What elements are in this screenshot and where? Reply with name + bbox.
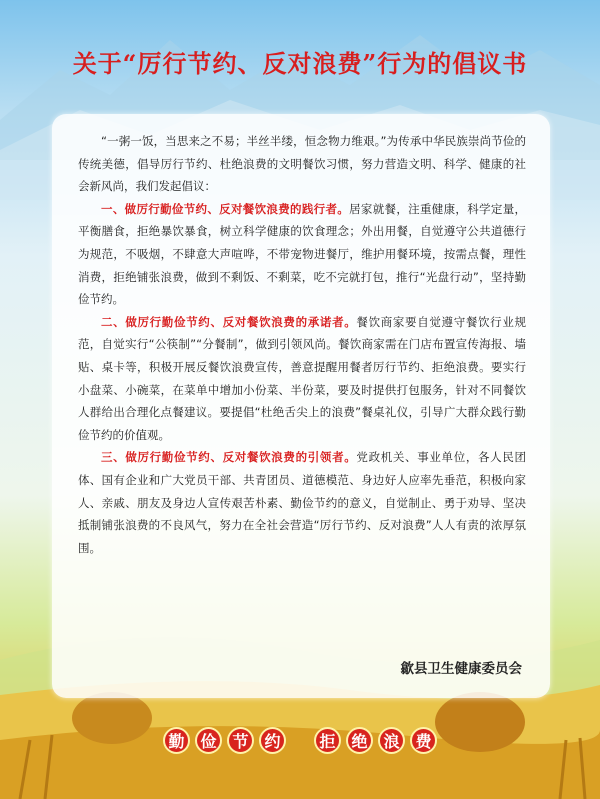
slogan-char: 勤 (163, 727, 190, 754)
section-3-body: 党政机关、事业单位，各人民团体、国有企业和广大党员干部、共青团员、道德模范、身边好人应率先垂范，积极向家人、亲戚、朋友及身边人宣传艰苦朴素、勤俭节约的意义，自觉制止、勇于劝导、坚决抵制铺张浪费的不良风气，努力在全社会营造“厉行节约、反对浪费”人人有责的浓厚氛围。 (78, 450, 527, 555)
section-1-body: 居家就餐，注重健康，科学定量，平衡膳食，拒绝暴饮暴食，树立科学健康的饮食理念；外出用餐，自觉遵守公共道德行为规范，不吸烟，不肆意大声喧哗，不带宠物进餐厅，维护用餐环境，按需点餐，理性消费，拒绝铺张浪费，做到不剩饭、不剩菜，吃不完就打包，推行“光盘行动”，坚持勤俭节约。 (78, 201, 527, 307)
proposal-text (78, 130, 526, 559)
slogan-char: 拒 (314, 727, 341, 754)
intro-paragraph: “一粥一饭，当思来之不易；半丝半缕，恒念物力维艰。”为传承中华民族崇尚节俭的传统美德，倡导厉行节约、杜绝浪费的文明餐饮习惯，努力营造文明、科学、健康的社会新风尚，我们发起倡议： (78, 134, 526, 194)
section-2-body: 餐饮商家要自觉遵守餐饮行业规范，自觉实行“公筷制”“分餐制”，做到引领风尚。餐饮商家需在门店布置宣传海报、墙贴、桌卡等，积极开展反餐饮浪费宣传，善意提醒用餐者厉行节约、拒绝浪费。要实行小盘菜、小碗菜，在菜单中增加小份菜、半份菜，要及时提供打包服务，针对不同餐饮人群给出合理化点餐建议。要提倡“杜绝舌尖上的浪费”餐桌礼仪，引导广大群众践行勤俭节约的价值观。 (78, 314, 527, 442)
section-3-heading: 三、做厉行勤俭节约、反对餐饮浪费的引领者。 (101, 450, 357, 465)
section-1 (78, 198, 526, 311)
proposal-panel (52, 114, 550, 698)
slogan-char: 约 (259, 727, 286, 754)
slogan-banner (0, 724, 600, 756)
section-2-heading: 二、做厉行勤俭节约、反对餐饮浪费的承诺者。 (101, 314, 357, 329)
slogan-char: 节 (227, 727, 254, 754)
slogan-char: 费 (410, 727, 437, 754)
slogan-char: 俭 (195, 727, 222, 754)
section-3 (78, 446, 526, 559)
slogan-char: 绝 (346, 727, 373, 754)
signature: 歙县卫生健康委员会 (400, 661, 522, 677)
slogan-char: 浪 (378, 727, 405, 754)
section-2 (78, 311, 526, 447)
section-1-heading: 一、做厉行勤俭节约、反对餐饮浪费的践行者。 (101, 201, 350, 216)
page-title: 关于“厉行节约、反对浪费”行为的倡议书 (72, 49, 528, 78)
